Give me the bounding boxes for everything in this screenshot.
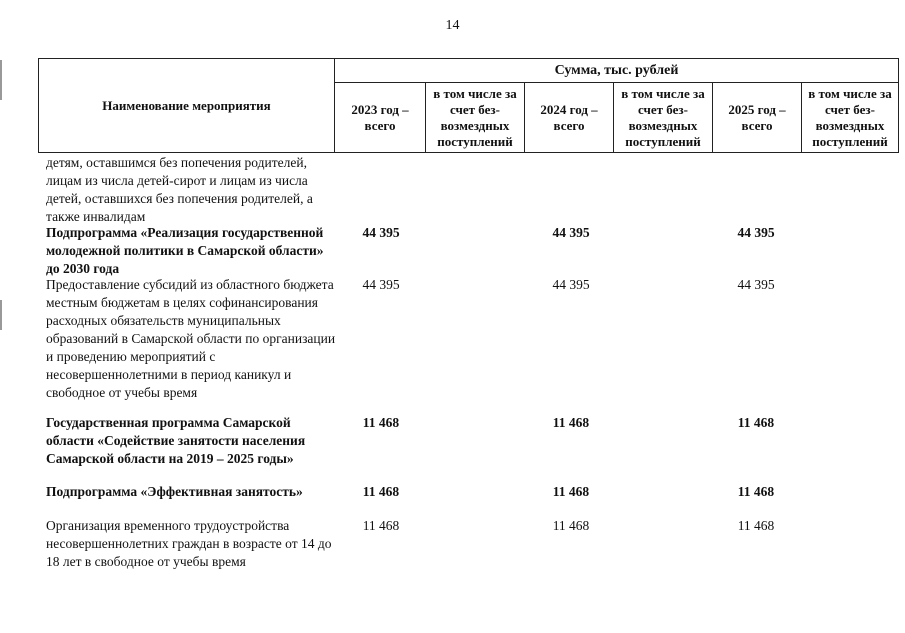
header-2023-incl: в том числе за счет без-возмездных поступлений: [426, 83, 525, 153]
header-2023: 2023 год – всего: [335, 83, 426, 153]
value-2025: 11 468: [737, 518, 775, 533]
row-name: Предоставление субсидий из областного бюджета местным бюджетам в целях софинансирования расходных обязательств муниципальных образований в Самарской области по организации и проведению мероприятий с несовершеннолетними в период каникул и свободное от учебы время: [46, 277, 336, 400]
row-name: детям, оставшимся без попечения родителей, лицам из числа детей-сирот и лицам из числа детей, оставшихся без попечения родителей, а также инвалидам: [46, 155, 313, 224]
table-header: [38, 58, 899, 153]
header-2025: 2025 год – всего: [713, 83, 802, 153]
scan-edge-mark: [0, 60, 2, 100]
value-2023: 11 468: [362, 518, 400, 533]
value-2024: 11 468: [552, 518, 590, 533]
page-number: 14: [445, 18, 460, 33]
header-2024-incl: в том числе за счет без-возмездных поступлений: [614, 83, 713, 153]
row-name: Подпрограмма «Эффективная занятость»: [46, 484, 303, 499]
value-2025: 11 468: [737, 484, 775, 499]
scan-edge-mark: [0, 300, 2, 330]
row-name: Организация временного трудоустройства несовершеннолетних граждан в возрасте от 14 до 18 лет в свободное от учебы время: [46, 518, 332, 569]
value-2023: 44 395: [362, 225, 400, 240]
value-2023: 11 468: [362, 484, 400, 499]
row-name: Государственная программа Самарской области «Содействие занятости населения Самарской области на 2019 – 2025 годы»: [46, 415, 306, 466]
row-name: Подпрограмма «Реализация государственной молодежной политики в Самарской области» до 2030 года: [46, 225, 324, 276]
value-2024: 44 395: [552, 225, 590, 240]
value-2025: 44 395: [737, 225, 775, 240]
value-2025: 11 468: [737, 415, 775, 430]
header-name-col: Наименование мероприятия: [39, 59, 335, 153]
value-2024: 44 395: [552, 277, 590, 292]
value-2024: 11 468: [552, 484, 590, 499]
value-2023: 44 395: [362, 277, 400, 292]
value-2024: 11 468: [552, 415, 590, 430]
header-2025-incl: в том числе за счет без-возмездных поступлений: [802, 83, 899, 153]
header-2024: 2024 год – всего: [525, 83, 614, 153]
header-sum-title: Сумма, тыс. рублей: [335, 59, 899, 83]
value-2025: 44 395: [737, 277, 775, 292]
value-2023: 11 468: [362, 415, 400, 430]
